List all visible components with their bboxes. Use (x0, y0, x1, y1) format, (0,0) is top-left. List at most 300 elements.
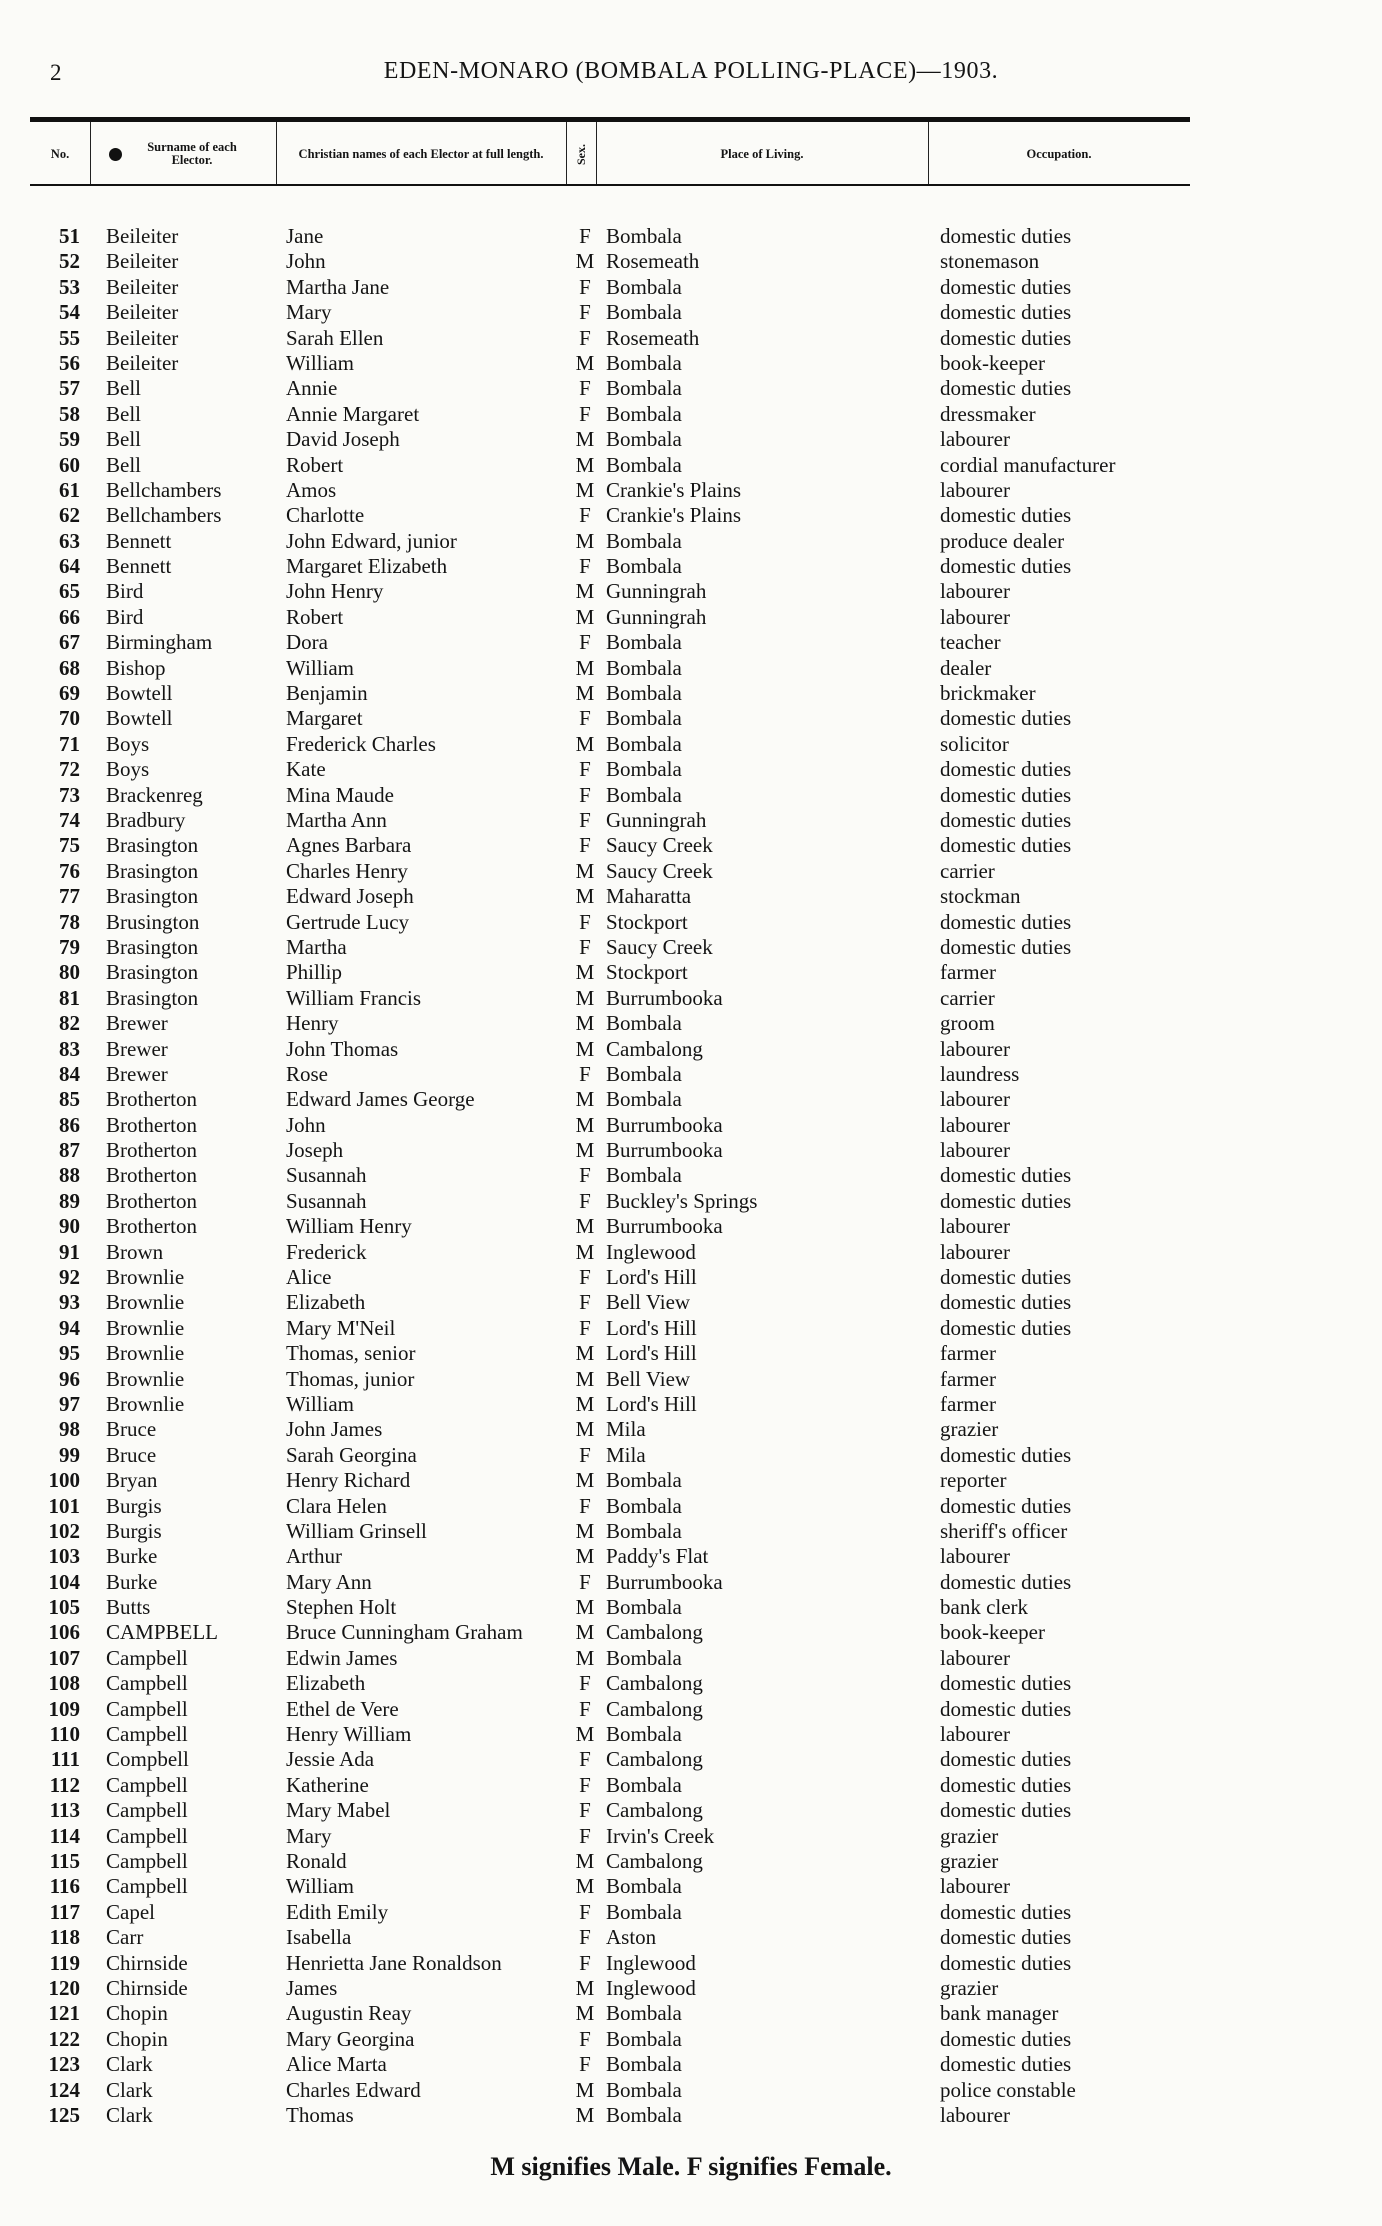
elector-surname: Bruce (106, 1442, 157, 1467)
elector-surname: Bell (106, 427, 141, 452)
elector-sex: F (579, 1265, 591, 1290)
elector-number: 96 (59, 1366, 80, 1391)
elector-place: Bombala (606, 1772, 682, 1797)
elector-surname: Brotherton (106, 1188, 197, 1213)
elector-occupation: domestic duties (940, 376, 1072, 401)
column-header-no: No. (50, 146, 70, 161)
table-row (0, 1494, 1382, 1519)
table-row (0, 1747, 1382, 1772)
table-row (0, 2103, 1382, 2128)
elector-place: Bombala (606, 1899, 682, 1924)
elector-christian-names: William (286, 1391, 354, 1416)
elector-christian-names: Mary (286, 1823, 332, 1848)
elector-number: 76 (59, 858, 80, 883)
elector-surname: Chirnside (106, 1975, 188, 2000)
table-row (0, 808, 1382, 833)
elector-number: 105 (48, 1595, 80, 1620)
elector-christian-names: Margaret Elizabeth (286, 554, 448, 579)
elector-number: 125 (48, 2102, 80, 2127)
elector-occupation: domestic duties (940, 224, 1072, 248)
elector-number: 92 (59, 1265, 80, 1290)
elector-number: 102 (48, 1518, 80, 1543)
elector-occupation: labourer (940, 1544, 1010, 1569)
elector-surname: Campbell (106, 1696, 188, 1721)
elector-surname: Bishop (106, 655, 166, 680)
table-row (0, 1824, 1382, 1849)
elector-sex: F (579, 1823, 591, 1848)
column-header-occupation: Occupation. (1026, 146, 1092, 161)
table-row (0, 1265, 1382, 1290)
elector-occupation: labourer (940, 1645, 1010, 1670)
elector-sex: F (579, 274, 591, 299)
elector-place: Lord's Hill (606, 1391, 697, 1416)
elector-christian-names: John Thomas (286, 1036, 399, 1061)
elector-christian-names: John Henry (286, 579, 384, 604)
table-row (0, 1214, 1382, 1239)
table-row (0, 351, 1382, 376)
elector-christian-names: Mary Ann (286, 1569, 372, 1594)
elector-sex: F (579, 2026, 591, 2051)
table-row (0, 1874, 1382, 1899)
elector-number: 65 (59, 579, 80, 604)
elector-number: 94 (59, 1315, 80, 1340)
elector-surname: Bruce (106, 1417, 157, 1442)
elector-number: 107 (48, 1645, 80, 1670)
elector-christian-names: Margaret (286, 706, 363, 731)
elector-surname: Beileiter (106, 249, 179, 274)
elector-occupation: labourer (940, 1239, 1010, 1264)
elector-sex: F (579, 1163, 591, 1188)
elector-sex: F (579, 630, 591, 655)
elector-christian-names: Mary M'Neil (286, 1315, 396, 1340)
elector-surname: Campbell (106, 1798, 188, 1823)
elector-sex: M (575, 350, 595, 375)
elector-surname: Chopin (106, 2026, 168, 2051)
table-row (0, 1011, 1382, 1036)
elector-number: 58 (59, 401, 80, 426)
elector-place: Saucy Creek (606, 934, 713, 959)
elector-place: Burrumbooka (606, 985, 723, 1010)
elector-number: 113 (49, 1798, 80, 1823)
elector-surname: Carr (106, 1925, 144, 1950)
elector-sex: M (575, 1595, 595, 1620)
elector-surname: Bellchambers (106, 477, 222, 502)
elector-place: Bombala (606, 1595, 682, 1620)
elector-place: Aston (606, 1925, 657, 1950)
table-row (0, 1290, 1382, 1315)
bullet-icon (109, 148, 122, 161)
elector-sex: M (575, 1544, 595, 1569)
elector-place: Bell View (606, 1290, 691, 1315)
elector-place: Bombala (606, 1163, 682, 1188)
table-row (0, 1798, 1382, 1823)
table-row (0, 402, 1382, 427)
table-row (0, 300, 1382, 325)
elector-surname: Beileiter (106, 350, 179, 375)
elector-christian-names: Katherine (286, 1772, 369, 1797)
table-row (0, 1925, 1382, 1950)
elector-place: Mila (606, 1417, 646, 1442)
table-row (0, 605, 1382, 630)
elector-number: 87 (59, 1138, 80, 1163)
column-header-christian: Christian names of each Elector at full length. (298, 146, 544, 161)
elector-occupation: domestic duties (940, 1899, 1072, 1924)
elector-occupation: domestic duties (940, 1188, 1072, 1213)
elector-surname: Brasington (106, 985, 199, 1010)
elector-place: Burrumbooka (606, 1138, 723, 1163)
elector-surname: Brotherton (106, 1112, 197, 1137)
table-row (0, 1595, 1382, 1620)
elector-occupation: domestic duties (940, 909, 1072, 934)
elector-sex: M (575, 452, 595, 477)
elector-surname: Brownlie (106, 1315, 185, 1340)
elector-sex: M (575, 2102, 595, 2127)
elector-number: 59 (59, 427, 80, 452)
elector-christian-names: Mary (286, 300, 332, 325)
elector-christian-names: Thomas (286, 2102, 354, 2127)
elector-number: 100 (48, 1468, 80, 1493)
elector-number: 115 (49, 1849, 80, 1873)
table-row (0, 427, 1382, 452)
elector-place: Cambalong (606, 1747, 703, 1772)
elector-place: Bombala (606, 452, 682, 477)
table-row (0, 986, 1382, 1011)
elector-place: Bombala (606, 2001, 682, 2026)
elector-place: Lord's Hill (606, 1341, 697, 1366)
elector-christian-names: Isabella (286, 1925, 352, 1950)
elector-place: Rosemeath (606, 249, 700, 274)
elector-christian-names: Gertrude Lucy (286, 909, 410, 934)
table-row (0, 1037, 1382, 1062)
elector-place: Bombala (606, 528, 682, 553)
elector-surname: Beileiter (106, 300, 179, 325)
elector-sex: M (575, 1036, 595, 1061)
elector-christian-names: Elizabeth (286, 1290, 366, 1315)
elector-number: 112 (49, 1772, 80, 1797)
elector-sex: F (579, 1569, 591, 1594)
elector-occupation: bank manager (940, 2001, 1059, 2026)
elector-surname: Beileiter (106, 274, 179, 299)
elector-surname: Campbell (106, 1849, 188, 1873)
elector-place: Inglewood (606, 1950, 696, 1975)
elector-surname: Campbell (106, 1772, 188, 1797)
elector-number: 56 (59, 350, 80, 375)
elector-sex: M (575, 1391, 595, 1416)
elector-occupation: bank clerk (940, 1595, 1029, 1620)
table-row (0, 960, 1382, 985)
elector-place: Cambalong (606, 1671, 703, 1696)
elector-place: Gunningrah (606, 604, 707, 629)
elector-occupation: domestic duties (940, 782, 1072, 807)
elector-number: 57 (59, 376, 80, 401)
elector-christian-names: Charles Henry (286, 858, 408, 883)
elector-occupation: labourer (940, 604, 1010, 629)
elector-place: Bombala (606, 1087, 682, 1112)
header-bottom-rule (30, 184, 1190, 186)
elector-sex: M (575, 1849, 595, 1873)
page-title: EDEN-MONARO (BOMBALA POLLING-PLACE)—1903. (383, 58, 999, 84)
page-number: 2 (50, 60, 62, 85)
elector-number: 79 (59, 934, 80, 959)
elector-occupation: labourer (940, 1112, 1010, 1137)
elector-occupation: domestic duties (940, 1798, 1072, 1823)
elector-christian-names: Sarah Georgina (286, 1442, 417, 1467)
elector-christian-names: John (286, 249, 326, 274)
elector-christian-names: Edwin James (286, 1645, 398, 1670)
elector-occupation: labourer (940, 1722, 1010, 1747)
elector-christian-names: Arthur (286, 1544, 342, 1569)
elector-place: Bombala (606, 706, 682, 731)
elector-occupation: brickmaker (940, 681, 1036, 706)
table-row (0, 249, 1382, 274)
elector-sex: M (575, 731, 595, 756)
elector-number: 89 (59, 1188, 80, 1213)
elector-surname: Brewer (106, 1036, 168, 1061)
elector-sex: M (575, 1214, 595, 1239)
elector-number: 110 (49, 1722, 80, 1747)
elector-sex: M (575, 1874, 595, 1899)
elector-occupation: domestic duties (940, 1442, 1072, 1467)
elector-sex: F (579, 2052, 591, 2077)
elector-occupation: carrier (940, 858, 995, 883)
elector-sex: F (579, 1493, 591, 1518)
elector-sex: F (579, 1671, 591, 1696)
elector-number: 81 (59, 985, 80, 1010)
elector-christian-names: Susannah (286, 1188, 367, 1213)
elector-surname: Brasington (106, 960, 199, 985)
elector-occupation: grazier (940, 1975, 999, 2000)
elector-place: Bombala (606, 2026, 682, 2051)
elector-number: 95 (59, 1341, 80, 1366)
elector-surname: Brownlie (106, 1341, 185, 1366)
column-divider (596, 122, 597, 184)
elector-surname: Burke (106, 1544, 158, 1569)
elector-surname: Campbell (106, 1874, 188, 1899)
elector-occupation: labourer (940, 477, 1010, 502)
elector-christian-names: Henry (286, 1011, 339, 1036)
elector-sex: F (579, 1899, 591, 1924)
elector-christian-names: Robert (286, 604, 344, 629)
elector-surname: Brusington (106, 909, 200, 934)
elector-christian-names: John James (286, 1417, 383, 1442)
elector-place: Burrumbooka (606, 1214, 723, 1239)
elector-surname: Brotherton (106, 1214, 197, 1239)
elector-christian-names: Henry Richard (286, 1468, 411, 1493)
elector-christian-names: Dora (286, 630, 328, 655)
elector-occupation: book-keeper (940, 1620, 1045, 1645)
elector-occupation: domestic duties (940, 1290, 1072, 1315)
elector-sex: M (575, 1722, 595, 1747)
table-row (0, 1849, 1382, 1874)
elector-christian-names: Frederick (286, 1239, 367, 1264)
table-row (0, 1570, 1382, 1595)
elector-sex: F (579, 1772, 591, 1797)
elector-number: 103 (48, 1544, 80, 1569)
elector-number: 86 (59, 1112, 80, 1137)
elector-christian-names: Augustin Reay (286, 2001, 412, 2026)
table-row (0, 1722, 1382, 1747)
elector-surname: Brownlie (106, 1366, 185, 1391)
elector-sex: F (579, 807, 591, 832)
elector-place: Bombala (606, 1722, 682, 1747)
elector-number: 77 (59, 884, 80, 909)
elector-surname: Clark (106, 2077, 153, 2102)
elector-number: 82 (59, 1011, 80, 1036)
elector-surname: Brasington (106, 858, 199, 883)
elector-surname: Capel (106, 1899, 155, 1924)
elector-place: Bombala (606, 681, 682, 706)
elector-occupation: labourer (940, 427, 1010, 452)
elector-sex: F (579, 325, 591, 350)
elector-sex: F (579, 1061, 591, 1086)
table-row (0, 1367, 1382, 1392)
elector-surname: Boys (106, 757, 150, 782)
elector-christian-names: Martha (286, 934, 347, 959)
elector-number: 119 (49, 1950, 80, 1975)
elector-sex: M (575, 427, 595, 452)
elector-surname: Bryan (106, 1468, 158, 1493)
elector-place: Bombala (606, 731, 682, 756)
elector-number: 63 (59, 528, 80, 553)
elector-sex: F (579, 1442, 591, 1467)
table-row (0, 783, 1382, 808)
elector-sex: M (575, 884, 595, 909)
elector-number: 121 (48, 2001, 80, 2026)
table-row (0, 1062, 1382, 1087)
elector-number: 52 (59, 249, 80, 274)
elector-sex: M (575, 1518, 595, 1543)
elector-surname: Bowtell (106, 706, 173, 731)
elector-occupation: teacher (940, 630, 1001, 655)
table-row (0, 453, 1382, 478)
elector-sex: M (575, 1138, 595, 1163)
elector-sex: M (575, 2077, 595, 2102)
elector-sex: M (575, 655, 595, 680)
elector-christian-names: Rose (286, 1061, 328, 1086)
elector-christian-names: Kate (286, 757, 326, 782)
elector-sex: M (575, 579, 595, 604)
elector-place: Gunningrah (606, 579, 707, 604)
table-row (0, 935, 1382, 960)
table-row (0, 757, 1382, 782)
elector-christian-names: Alice (286, 1265, 332, 1290)
column-header-sex (567, 124, 595, 184)
elector-surname: Burgis (106, 1493, 162, 1518)
elector-place: Bombala (606, 2102, 682, 2127)
elector-place: Buckley's Springs (606, 1188, 758, 1213)
elector-surname: Bennett (106, 554, 172, 579)
elector-christian-names: Stephen Holt (286, 1595, 397, 1620)
elector-sex: F (579, 909, 591, 934)
elector-number: 68 (59, 655, 80, 680)
elector-sex: F (579, 833, 591, 858)
elector-christian-names: William (286, 350, 354, 375)
elector-place: Stockport (606, 960, 688, 985)
elector-christian-names: Ronald (286, 1849, 347, 1873)
table-row (0, 1138, 1382, 1163)
elector-christian-names: Charles Edward (286, 2077, 421, 2102)
elector-surname: Brewer (106, 1011, 168, 1036)
column-divider (90, 122, 91, 184)
elector-surname: Burke (106, 1569, 158, 1594)
elector-place: Bombala (606, 401, 682, 426)
elector-place: Burrumbooka (606, 1112, 723, 1137)
elector-sex: M (575, 1366, 595, 1391)
table-row (0, 478, 1382, 503)
elector-place: Lord's Hill (606, 1315, 697, 1340)
elector-christian-names: Robert (286, 452, 344, 477)
elector-place: Bombala (606, 376, 682, 401)
elector-sex: F (579, 554, 591, 579)
elector-christian-names: Sarah Ellen (286, 325, 384, 350)
elector-occupation: reporter (940, 1468, 1007, 1493)
elector-number: 111 (50, 1747, 80, 1772)
elector-place: Lord's Hill (606, 1265, 697, 1290)
elector-surname: Bird (106, 579, 144, 604)
elector-occupation: cordial manufacturer (940, 452, 1116, 477)
elector-christian-names: William (286, 1874, 354, 1899)
elector-surname: Clark (106, 2052, 153, 2077)
elector-number: 123 (48, 2052, 80, 2077)
elector-christian-names: Susannah (286, 1163, 367, 1188)
elector-place: Cambalong (606, 1849, 703, 1873)
elector-number: 84 (59, 1061, 80, 1086)
elector-place: Bombala (606, 2052, 682, 2077)
elector-sex: F (579, 782, 591, 807)
elector-place: Bombala (606, 224, 682, 248)
table-row (0, 1773, 1382, 1798)
elector-sex: F (579, 401, 591, 426)
elector-number: 67 (59, 630, 80, 655)
elector-surname: Campbell (106, 1823, 188, 1848)
elector-number: 124 (48, 2077, 80, 2102)
elector-number: 109 (48, 1696, 80, 1721)
elector-surname: Brasington (106, 884, 199, 909)
elector-number: 61 (59, 477, 80, 502)
elector-surname: Beileiter (106, 224, 179, 248)
elector-christian-names: Mina Maude (286, 782, 394, 807)
elector-christian-names: Clara Helen (286, 1493, 387, 1518)
elector-surname: Brownlie (106, 1290, 185, 1315)
elector-surname: Brotherton (106, 1163, 197, 1188)
table-row (0, 1646, 1382, 1671)
elector-sex: M (575, 681, 595, 706)
elector-number: 80 (59, 960, 80, 985)
elector-occupation: dressmaker (940, 401, 1036, 426)
elector-surname: Butts (106, 1595, 151, 1620)
elector-place: Bombala (606, 1493, 682, 1518)
elector-number: 106 (48, 1620, 80, 1645)
elector-number: 117 (49, 1899, 80, 1924)
elector-occupation: labourer (940, 1138, 1010, 1163)
table-row (0, 1976, 1382, 2001)
elector-occupation: labourer (940, 1874, 1010, 1899)
elector-surname: Brotherton (106, 1087, 197, 1112)
elector-place: Bombala (606, 1518, 682, 1543)
table-row (0, 1544, 1382, 1569)
elector-christian-names: David Joseph (286, 427, 400, 452)
elector-place: Bombala (606, 782, 682, 807)
table-row (0, 554, 1382, 579)
elector-occupation: grazier (940, 1417, 999, 1442)
elector-christian-names: William (286, 655, 354, 680)
elector-surname: Bell (106, 452, 141, 477)
elector-surname: Bowtell (106, 681, 173, 706)
table-row (0, 326, 1382, 351)
elector-christian-names: Edith Emily (286, 1899, 389, 1924)
table-row (0, 2001, 1382, 2026)
table-row (0, 1163, 1382, 1188)
